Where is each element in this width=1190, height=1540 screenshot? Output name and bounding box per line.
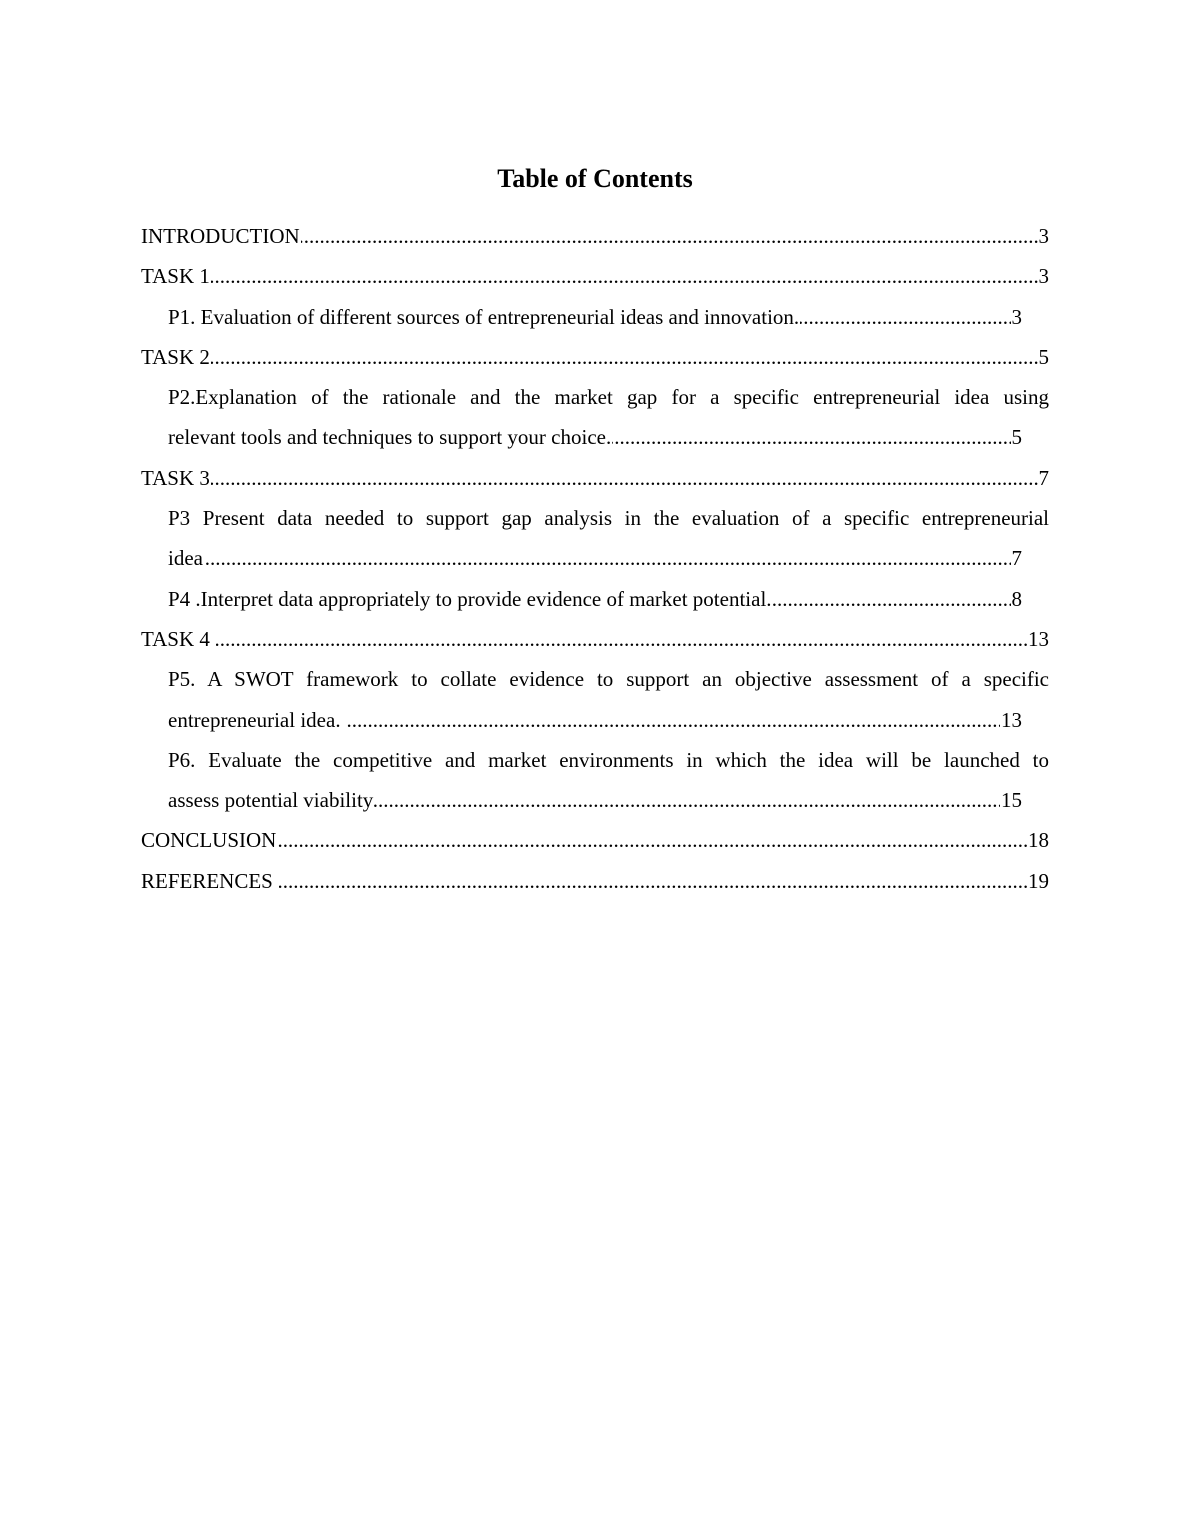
toc-page-number: 8	[1011, 579, 1023, 619]
dot-leader	[141, 256, 1049, 296]
toc-entry-label-line-2	[168, 417, 1022, 457]
toc-entry-conclusion[interactable]	[141, 820, 1049, 860]
toc-page-number: 3	[1011, 297, 1023, 337]
page-title: Table of Contents	[497, 164, 693, 193]
toc-entry-task-1[interactable]	[141, 256, 1049, 296]
toc-page-number: 13	[1027, 619, 1049, 659]
toc-entry-label: TASK 1	[141, 264, 210, 289]
toc-page-number: 3	[1038, 256, 1050, 296]
toc-entry-label: P4 .Interpret data appropriately to provide evidence of market potential.	[168, 586, 772, 611]
toc-entry-label-line-2	[168, 700, 1022, 740]
toc-page-number: 13	[1000, 700, 1022, 740]
toc-entry-label: TASK 2	[141, 344, 210, 369]
toc-page-number: 18	[1027, 820, 1049, 860]
toc-entry-label: entrepreneurial idea.	[168, 707, 346, 732]
toc-page-number: 15	[1000, 780, 1022, 820]
dot-leader	[141, 458, 1049, 498]
toc-entry-task-2[interactable]	[141, 337, 1049, 377]
toc-entry-label: INTRODUCTION	[141, 224, 300, 248]
toc-entry-label: assess potential viability	[168, 788, 374, 813]
toc-entry-references[interactable]	[141, 861, 1049, 901]
toc-entry-label-line-1: P2.Explanation of the rationale and the market gap for a specific entrepreneurial idea using	[168, 385, 1049, 410]
toc-entry-label: REFERENCES	[141, 868, 279, 893]
toc-entry-label: relevant tools and techniques to support your choice.	[168, 425, 612, 450]
toc-entry-label: TASK 4	[141, 626, 216, 651]
toc-entry-introduction[interactable]	[141, 216, 1049, 256]
toc-entry-label-line-1: P3 Present data needed to support gap analysis in the evaluation of a specific entrepreneurial	[168, 506, 1049, 531]
toc-entry-p2[interactable]	[168, 377, 1049, 458]
toc-entry-task-4[interactable]	[141, 619, 1049, 659]
toc-entry-label-line-2	[168, 780, 1022, 820]
toc-entry-label-line-1: P6. Evaluate the competitive and market environments in which the idea will be launched to	[168, 747, 1049, 772]
toc-entry-p3[interactable]	[168, 498, 1049, 579]
toc-page-number: 7	[1038, 458, 1050, 498]
toc-entry-p4[interactable]	[168, 579, 1022, 619]
toc-entry-label: P1. Evaluation of different sources of entrepreneurial ideas and innovation.	[168, 304, 800, 329]
toc-entry-label-line-1: P5. A SWOT framework to collate evidence to support an objective assessment of a specific	[168, 667, 1049, 692]
toc-entry-label: idea	[168, 546, 203, 571]
toc-entry-task-3[interactable]	[141, 458, 1049, 498]
toc-page-number: 19	[1027, 861, 1049, 901]
toc-entry-p1[interactable]	[168, 297, 1022, 337]
dot-leader	[141, 337, 1049, 377]
dot-leader	[141, 820, 1049, 860]
table-of-contents	[141, 216, 1049, 901]
toc-entry-label: TASK 3	[141, 465, 210, 490]
dot-leader	[141, 619, 1049, 659]
toc-page-number: 5	[1011, 417, 1023, 457]
toc-entry-p6[interactable]	[168, 740, 1049, 821]
toc-entry-p5[interactable]	[168, 659, 1049, 740]
toc-page-number: 3	[1038, 216, 1050, 256]
toc-entry-label: CONCLUSION	[141, 828, 277, 853]
dot-leader	[168, 538, 1022, 578]
toc-entry-label-line-2	[168, 538, 1022, 578]
toc-page-number: 7	[1011, 538, 1023, 578]
toc-page-number: 5	[1038, 337, 1050, 377]
